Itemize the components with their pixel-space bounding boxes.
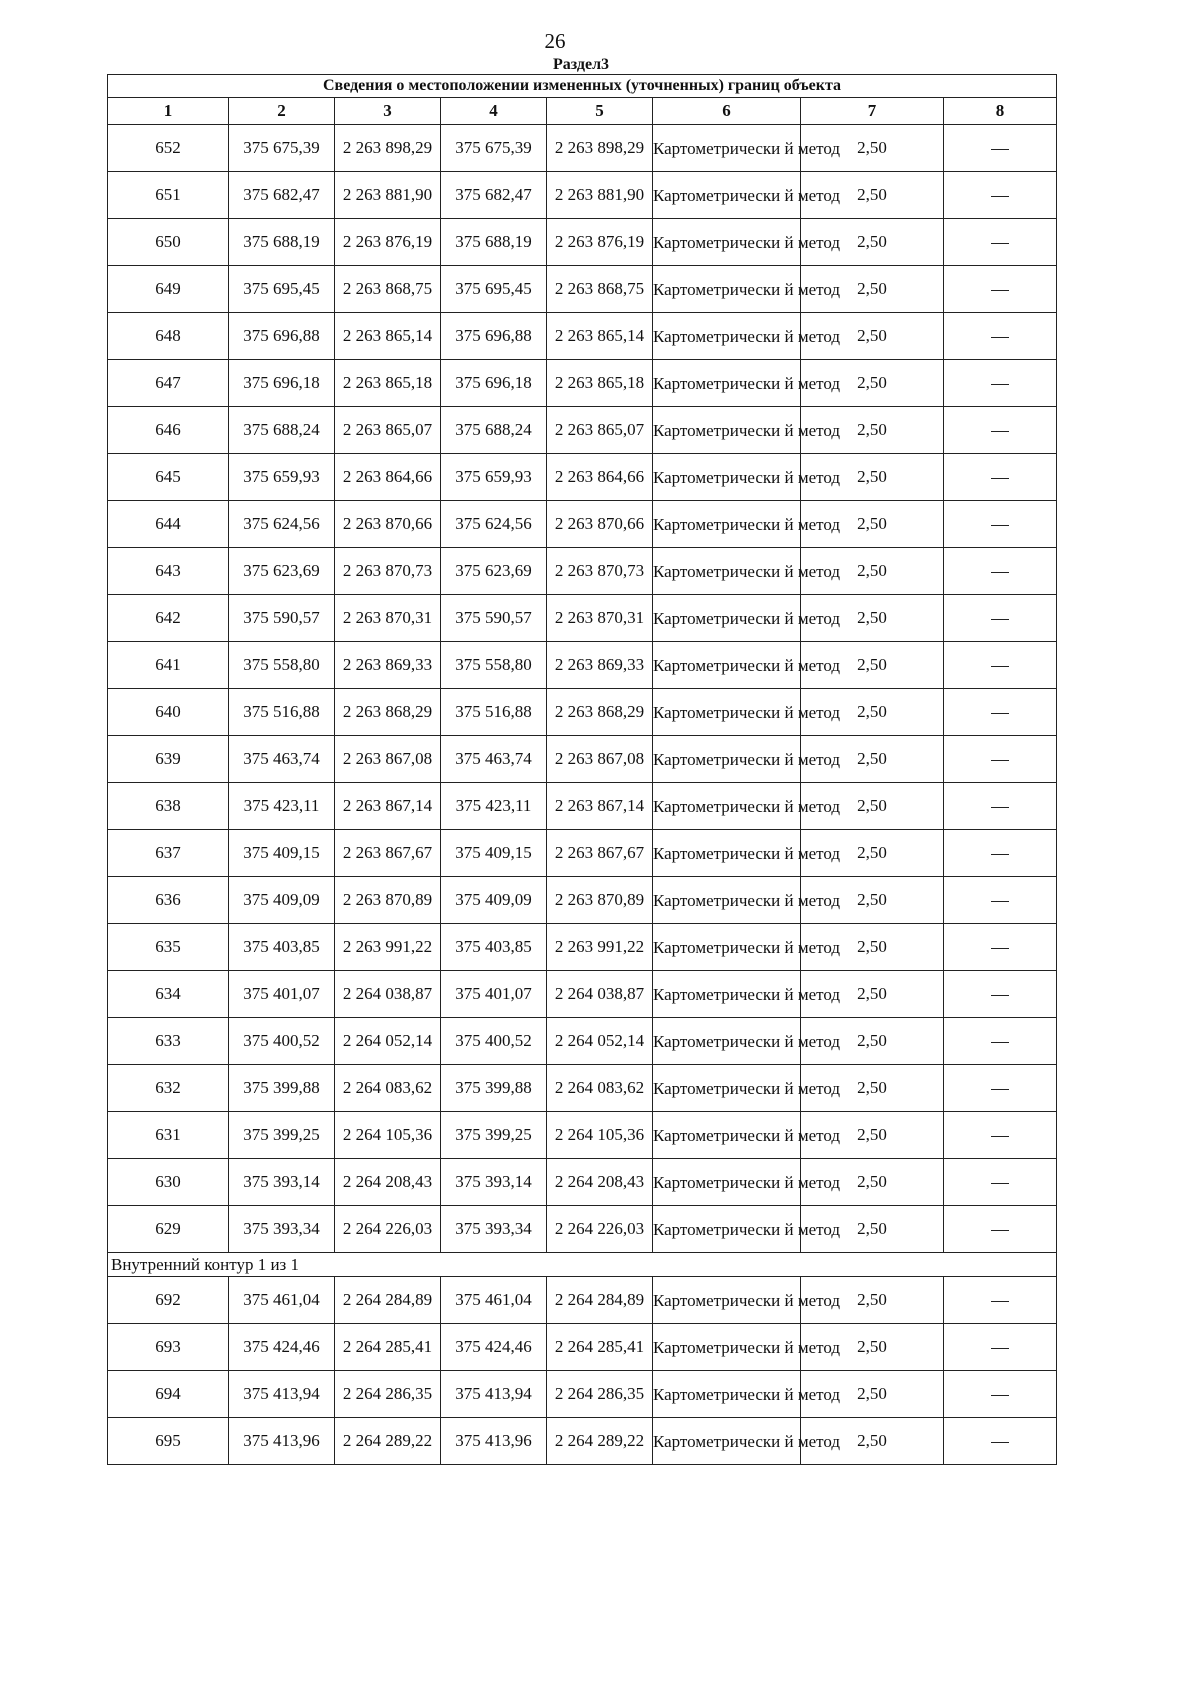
point-number-cell: 646 xyxy=(108,407,229,454)
x-new-cell: 375 558,80 xyxy=(441,642,547,689)
description-cell xyxy=(944,454,1057,501)
point-number-cell: 644 xyxy=(108,501,229,548)
table-row xyxy=(108,736,1057,783)
column-number: 5 xyxy=(547,98,653,125)
x-old-cell: 375 516,88 xyxy=(229,689,335,736)
y-old-cell: 2 264 284,89 xyxy=(335,1277,441,1324)
x-new-cell: 375 413,96 xyxy=(441,1418,547,1465)
y-new-cell: 2 263 867,08 xyxy=(547,736,653,783)
accuracy-cell: 2,50 xyxy=(801,736,944,783)
description-cell xyxy=(944,407,1057,454)
y-old-cell: 2 263 876,19 xyxy=(335,219,441,266)
x-new-cell: 375 590,57 xyxy=(441,595,547,642)
table-row xyxy=(108,924,1057,971)
y-new-cell: 2 263 898,29 xyxy=(547,125,653,172)
y-new-cell: 2 264 286,35 xyxy=(547,1371,653,1418)
method-cell: Картометрически й метод xyxy=(653,360,801,407)
y-old-cell: 2 264 038,87 xyxy=(335,971,441,1018)
x-old-cell: 375 399,25 xyxy=(229,1112,335,1159)
method-cell: Картометрически й метод xyxy=(653,1418,801,1465)
accuracy-cell: 2,50 xyxy=(801,125,944,172)
x-new-cell: 375 409,15 xyxy=(441,830,547,877)
description-cell xyxy=(944,266,1057,313)
y-new-cell: 2 263 868,29 xyxy=(547,689,653,736)
column-number: 4 xyxy=(441,98,547,125)
x-new-cell: 375 393,14 xyxy=(441,1159,547,1206)
empty-dash xyxy=(991,901,1009,902)
empty-dash xyxy=(991,948,1009,949)
point-number-cell: 694 xyxy=(108,1371,229,1418)
table-row xyxy=(108,407,1057,454)
y-new-cell: 2 263 868,75 xyxy=(547,266,653,313)
contour-label: Внутренний контур 1 из 1 xyxy=(108,1253,1057,1277)
point-number-cell: 637 xyxy=(108,830,229,877)
point-number-cell: 652 xyxy=(108,125,229,172)
accuracy-cell: 2,50 xyxy=(801,642,944,689)
table-row xyxy=(108,1112,1057,1159)
x-new-cell: 375 682,47 xyxy=(441,172,547,219)
method-cell: Картометрически й метод xyxy=(653,971,801,1018)
description-cell xyxy=(944,783,1057,830)
method-cell: Картометрически й метод xyxy=(653,172,801,219)
y-old-cell: 2 263 865,07 xyxy=(335,407,441,454)
description-cell xyxy=(944,313,1057,360)
y-old-cell: 2 264 083,62 xyxy=(335,1065,441,1112)
x-old-cell: 375 623,69 xyxy=(229,548,335,595)
y-old-cell: 2 264 286,35 xyxy=(335,1371,441,1418)
accuracy-cell: 2,50 xyxy=(801,219,944,266)
column-number: 1 xyxy=(108,98,229,125)
x-old-cell: 375 558,80 xyxy=(229,642,335,689)
accuracy-cell: 2,50 xyxy=(801,454,944,501)
method-cell: Картометрически й метод xyxy=(653,501,801,548)
empty-dash xyxy=(991,478,1009,479)
accuracy-cell: 2,50 xyxy=(801,1065,944,1112)
table-row xyxy=(108,1277,1057,1324)
empty-dash xyxy=(991,337,1009,338)
point-number-cell: 634 xyxy=(108,971,229,1018)
x-old-cell: 375 463,74 xyxy=(229,736,335,783)
boundary-coordinates-table xyxy=(107,74,1057,1465)
table-row xyxy=(108,1018,1057,1065)
x-new-cell: 375 399,25 xyxy=(441,1112,547,1159)
y-new-cell: 2 263 865,14 xyxy=(547,313,653,360)
accuracy-cell: 2,50 xyxy=(801,1018,944,1065)
table-row xyxy=(108,971,1057,1018)
table-row xyxy=(108,642,1057,689)
empty-dash xyxy=(991,1230,1009,1231)
description-cell xyxy=(944,877,1057,924)
x-old-cell: 375 409,09 xyxy=(229,877,335,924)
description-cell xyxy=(944,360,1057,407)
empty-dash xyxy=(991,1183,1009,1184)
accuracy-cell: 2,50 xyxy=(801,1206,944,1253)
description-cell xyxy=(944,971,1057,1018)
accuracy-cell: 2,50 xyxy=(801,689,944,736)
x-new-cell: 375 696,18 xyxy=(441,360,547,407)
empty-dash xyxy=(991,1395,1009,1396)
y-new-cell: 2 263 870,89 xyxy=(547,877,653,924)
y-new-cell: 2 264 083,62 xyxy=(547,1065,653,1112)
x-old-cell: 375 403,85 xyxy=(229,924,335,971)
y-old-cell: 2 263 870,66 xyxy=(335,501,441,548)
y-new-cell: 2 264 038,87 xyxy=(547,971,653,1018)
x-new-cell: 375 675,39 xyxy=(441,125,547,172)
section-title: Раздел3 xyxy=(552,56,610,73)
point-number-cell: 632 xyxy=(108,1065,229,1112)
table-body xyxy=(108,125,1057,1465)
accuracy-cell: 2,50 xyxy=(801,1324,944,1371)
method-cell: Картометрически й метод xyxy=(653,548,801,595)
y-new-cell: 2 263 867,14 xyxy=(547,783,653,830)
x-new-cell: 375 688,24 xyxy=(441,407,547,454)
table-row xyxy=(108,595,1057,642)
point-number-cell: 639 xyxy=(108,736,229,783)
description-cell xyxy=(944,1206,1057,1253)
x-new-cell: 375 409,09 xyxy=(441,877,547,924)
x-new-cell: 375 424,46 xyxy=(441,1324,547,1371)
table-row xyxy=(108,266,1057,313)
x-old-cell: 375 423,11 xyxy=(229,783,335,830)
empty-dash xyxy=(991,619,1009,620)
table-row xyxy=(108,1371,1057,1418)
y-old-cell: 2 264 289,22 xyxy=(335,1418,441,1465)
point-number-cell: 640 xyxy=(108,689,229,736)
point-number-cell: 641 xyxy=(108,642,229,689)
x-new-cell: 375 463,74 xyxy=(441,736,547,783)
point-number-cell: 630 xyxy=(108,1159,229,1206)
description-cell xyxy=(944,125,1057,172)
method-cell: Картометрически й метод xyxy=(653,125,801,172)
accuracy-cell: 2,50 xyxy=(801,407,944,454)
y-new-cell: 2 264 052,14 xyxy=(547,1018,653,1065)
y-old-cell: 2 264 285,41 xyxy=(335,1324,441,1371)
x-old-cell: 375 688,19 xyxy=(229,219,335,266)
method-cell: Картометрически й метод xyxy=(653,1112,801,1159)
description-cell xyxy=(944,1018,1057,1065)
description-cell xyxy=(944,548,1057,595)
table-row xyxy=(108,783,1057,830)
description-cell xyxy=(944,689,1057,736)
y-new-cell: 2 264 226,03 xyxy=(547,1206,653,1253)
table-row xyxy=(108,1418,1057,1465)
table-row xyxy=(108,548,1057,595)
x-new-cell: 375 623,69 xyxy=(441,548,547,595)
column-number-row xyxy=(108,98,1057,125)
point-number-cell: 651 xyxy=(108,172,229,219)
x-old-cell: 375 413,96 xyxy=(229,1418,335,1465)
method-cell: Картометрически й метод xyxy=(653,595,801,642)
x-new-cell: 375 400,52 xyxy=(441,1018,547,1065)
accuracy-cell: 2,50 xyxy=(801,595,944,642)
table-row xyxy=(108,454,1057,501)
y-new-cell: 2 263 870,73 xyxy=(547,548,653,595)
y-old-cell: 2 263 870,89 xyxy=(335,877,441,924)
column-number: 7 xyxy=(801,98,944,125)
accuracy-cell: 2,50 xyxy=(801,501,944,548)
empty-dash xyxy=(991,760,1009,761)
y-old-cell: 2 264 105,36 xyxy=(335,1112,441,1159)
empty-dash xyxy=(991,431,1009,432)
empty-dash xyxy=(991,525,1009,526)
method-cell: Картометрически й метод xyxy=(653,454,801,501)
y-new-cell: 2 264 285,41 xyxy=(547,1324,653,1371)
x-old-cell: 375 696,18 xyxy=(229,360,335,407)
description-cell xyxy=(944,172,1057,219)
x-new-cell: 375 403,85 xyxy=(441,924,547,971)
description-cell xyxy=(944,1277,1057,1324)
description-cell xyxy=(944,1112,1057,1159)
x-old-cell: 375 399,88 xyxy=(229,1065,335,1112)
accuracy-cell: 2,50 xyxy=(801,548,944,595)
y-new-cell: 2 263 870,31 xyxy=(547,595,653,642)
x-old-cell: 375 461,04 xyxy=(229,1277,335,1324)
point-number-cell: 648 xyxy=(108,313,229,360)
empty-dash xyxy=(991,666,1009,667)
accuracy-cell: 2,50 xyxy=(801,877,944,924)
x-old-cell: 375 413,94 xyxy=(229,1371,335,1418)
y-new-cell: 2 263 881,90 xyxy=(547,172,653,219)
column-number: 2 xyxy=(229,98,335,125)
description-cell xyxy=(944,219,1057,266)
accuracy-cell: 2,50 xyxy=(801,172,944,219)
x-new-cell: 375 413,94 xyxy=(441,1371,547,1418)
accuracy-cell: 2,50 xyxy=(801,1371,944,1418)
empty-dash xyxy=(991,854,1009,855)
empty-dash xyxy=(991,807,1009,808)
empty-dash xyxy=(991,1042,1009,1043)
accuracy-cell: 2,50 xyxy=(801,783,944,830)
method-cell: Картометрически й метод xyxy=(653,689,801,736)
empty-dash xyxy=(991,1348,1009,1349)
y-new-cell: 2 263 869,33 xyxy=(547,642,653,689)
x-old-cell: 375 675,39 xyxy=(229,125,335,172)
x-old-cell: 375 409,15 xyxy=(229,830,335,877)
method-cell: Картометрически й метод xyxy=(653,1065,801,1112)
method-cell: Картометрически й метод xyxy=(653,407,801,454)
y-new-cell: 2 264 289,22 xyxy=(547,1418,653,1465)
y-old-cell: 2 263 898,29 xyxy=(335,125,441,172)
description-cell xyxy=(944,1065,1057,1112)
description-cell xyxy=(944,1418,1057,1465)
table-caption: Сведения о местоположении измененных (уточненных) границ объекта xyxy=(108,75,1057,98)
column-number: 6 xyxy=(653,98,801,125)
x-old-cell: 375 624,56 xyxy=(229,501,335,548)
y-new-cell: 2 264 105,36 xyxy=(547,1112,653,1159)
description-cell xyxy=(944,924,1057,971)
method-cell: Картометрически й метод xyxy=(653,1371,801,1418)
description-cell xyxy=(944,642,1057,689)
y-old-cell: 2 263 868,29 xyxy=(335,689,441,736)
table-row xyxy=(108,219,1057,266)
x-old-cell: 375 590,57 xyxy=(229,595,335,642)
description-cell xyxy=(944,1371,1057,1418)
x-new-cell: 375 401,07 xyxy=(441,971,547,1018)
x-old-cell: 375 393,34 xyxy=(229,1206,335,1253)
point-number-cell: 643 xyxy=(108,548,229,595)
empty-dash xyxy=(991,290,1009,291)
y-old-cell: 2 264 052,14 xyxy=(335,1018,441,1065)
point-number-cell: 693 xyxy=(108,1324,229,1371)
y-new-cell: 2 263 865,07 xyxy=(547,407,653,454)
method-cell: Картометрически й метод xyxy=(653,219,801,266)
point-number-cell: 638 xyxy=(108,783,229,830)
method-cell: Картометрически й метод xyxy=(653,1324,801,1371)
y-new-cell: 2 263 867,67 xyxy=(547,830,653,877)
y-new-cell: 2 264 284,89 xyxy=(547,1277,653,1324)
x-new-cell: 375 393,34 xyxy=(441,1206,547,1253)
point-number-cell: 650 xyxy=(108,219,229,266)
x-old-cell: 375 424,46 xyxy=(229,1324,335,1371)
method-cell: Картометрически й метод xyxy=(653,1018,801,1065)
point-number-cell: 642 xyxy=(108,595,229,642)
y-new-cell: 2 263 991,22 xyxy=(547,924,653,971)
y-old-cell: 2 263 867,14 xyxy=(335,783,441,830)
x-old-cell: 375 682,47 xyxy=(229,172,335,219)
method-cell: Картометрически й метод xyxy=(653,642,801,689)
accuracy-cell: 2,50 xyxy=(801,924,944,971)
y-old-cell: 2 263 865,18 xyxy=(335,360,441,407)
accuracy-cell: 2,50 xyxy=(801,1277,944,1324)
y-new-cell: 2 263 865,18 xyxy=(547,360,653,407)
x-old-cell: 375 401,07 xyxy=(229,971,335,1018)
method-cell: Картометрически й метод xyxy=(653,736,801,783)
table-row xyxy=(108,1065,1057,1112)
method-cell: Картометрически й метод xyxy=(653,877,801,924)
point-number-cell: 649 xyxy=(108,266,229,313)
x-new-cell: 375 624,56 xyxy=(441,501,547,548)
accuracy-cell: 2,50 xyxy=(801,1112,944,1159)
point-number-cell: 692 xyxy=(108,1277,229,1324)
point-number-cell: 633 xyxy=(108,1018,229,1065)
contour-header-row xyxy=(108,1253,1057,1277)
y-new-cell: 2 263 876,19 xyxy=(547,219,653,266)
empty-dash xyxy=(991,196,1009,197)
page-number: 26 xyxy=(544,29,566,53)
accuracy-cell: 2,50 xyxy=(801,1418,944,1465)
table-row xyxy=(108,313,1057,360)
x-old-cell: 375 659,93 xyxy=(229,454,335,501)
empty-dash xyxy=(991,243,1009,244)
column-number: 3 xyxy=(335,98,441,125)
x-new-cell: 375 516,88 xyxy=(441,689,547,736)
y-old-cell: 2 263 867,08 xyxy=(335,736,441,783)
y-old-cell: 2 263 870,31 xyxy=(335,595,441,642)
description-cell xyxy=(944,595,1057,642)
x-new-cell: 375 399,88 xyxy=(441,1065,547,1112)
method-cell: Картометрически й метод xyxy=(653,1277,801,1324)
y-old-cell: 2 263 865,14 xyxy=(335,313,441,360)
description-cell xyxy=(944,1324,1057,1371)
x-old-cell: 375 696,88 xyxy=(229,313,335,360)
table-row xyxy=(108,1206,1057,1253)
table-row xyxy=(108,501,1057,548)
point-number-cell: 645 xyxy=(108,454,229,501)
method-cell: Картометрически й метод xyxy=(653,313,801,360)
method-cell: Картометрически й метод xyxy=(653,1206,801,1253)
y-old-cell: 2 264 208,43 xyxy=(335,1159,441,1206)
y-old-cell: 2 263 867,67 xyxy=(335,830,441,877)
x-new-cell: 375 696,88 xyxy=(441,313,547,360)
x-new-cell: 375 423,11 xyxy=(441,783,547,830)
table-row xyxy=(108,689,1057,736)
description-cell xyxy=(944,736,1057,783)
point-number-cell: 629 xyxy=(108,1206,229,1253)
y-old-cell: 2 263 991,22 xyxy=(335,924,441,971)
empty-dash xyxy=(991,995,1009,996)
point-number-cell: 636 xyxy=(108,877,229,924)
x-new-cell: 375 688,19 xyxy=(441,219,547,266)
x-old-cell: 375 400,52 xyxy=(229,1018,335,1065)
table-row xyxy=(108,877,1057,924)
y-old-cell: 2 263 881,90 xyxy=(335,172,441,219)
table-row xyxy=(108,830,1057,877)
method-cell: Картометрически й метод xyxy=(653,1159,801,1206)
empty-dash xyxy=(991,713,1009,714)
point-number-cell: 647 xyxy=(108,360,229,407)
empty-dash xyxy=(991,384,1009,385)
x-old-cell: 375 695,45 xyxy=(229,266,335,313)
table-row xyxy=(108,172,1057,219)
accuracy-cell: 2,50 xyxy=(801,266,944,313)
description-cell xyxy=(944,830,1057,877)
empty-dash xyxy=(991,572,1009,573)
y-old-cell: 2 263 869,33 xyxy=(335,642,441,689)
empty-dash xyxy=(991,1442,1009,1443)
table-row xyxy=(108,1324,1057,1371)
table-row xyxy=(108,1159,1057,1206)
empty-dash xyxy=(991,1301,1009,1302)
accuracy-cell: 2,50 xyxy=(801,313,944,360)
y-new-cell: 2 263 870,66 xyxy=(547,501,653,548)
method-cell: Картометрически й метод xyxy=(653,830,801,877)
empty-dash xyxy=(991,1136,1009,1137)
method-cell: Картометрически й метод xyxy=(653,266,801,313)
point-number-cell: 635 xyxy=(108,924,229,971)
y-old-cell: 2 263 868,75 xyxy=(335,266,441,313)
x-old-cell: 375 688,24 xyxy=(229,407,335,454)
empty-dash xyxy=(991,1089,1009,1090)
x-new-cell: 375 659,93 xyxy=(441,454,547,501)
method-cell: Картометрически й метод xyxy=(653,783,801,830)
table-row xyxy=(108,360,1057,407)
y-old-cell: 2 263 870,73 xyxy=(335,548,441,595)
accuracy-cell: 2,50 xyxy=(801,360,944,407)
y-new-cell: 2 263 864,66 xyxy=(547,454,653,501)
y-new-cell: 2 264 208,43 xyxy=(547,1159,653,1206)
method-cell: Картометрически й метод xyxy=(653,924,801,971)
accuracy-cell: 2,50 xyxy=(801,830,944,877)
column-number: 8 xyxy=(944,98,1057,125)
description-cell xyxy=(944,1159,1057,1206)
empty-dash xyxy=(991,149,1009,150)
accuracy-cell: 2,50 xyxy=(801,971,944,1018)
x-old-cell: 375 393,14 xyxy=(229,1159,335,1206)
point-number-cell: 631 xyxy=(108,1112,229,1159)
y-old-cell: 2 263 864,66 xyxy=(335,454,441,501)
accuracy-cell: 2,50 xyxy=(801,1159,944,1206)
point-number-cell: 695 xyxy=(108,1418,229,1465)
x-new-cell: 375 461,04 xyxy=(441,1277,547,1324)
table-row xyxy=(108,125,1057,172)
x-new-cell: 375 695,45 xyxy=(441,266,547,313)
y-old-cell: 2 264 226,03 xyxy=(335,1206,441,1253)
description-cell xyxy=(944,501,1057,548)
